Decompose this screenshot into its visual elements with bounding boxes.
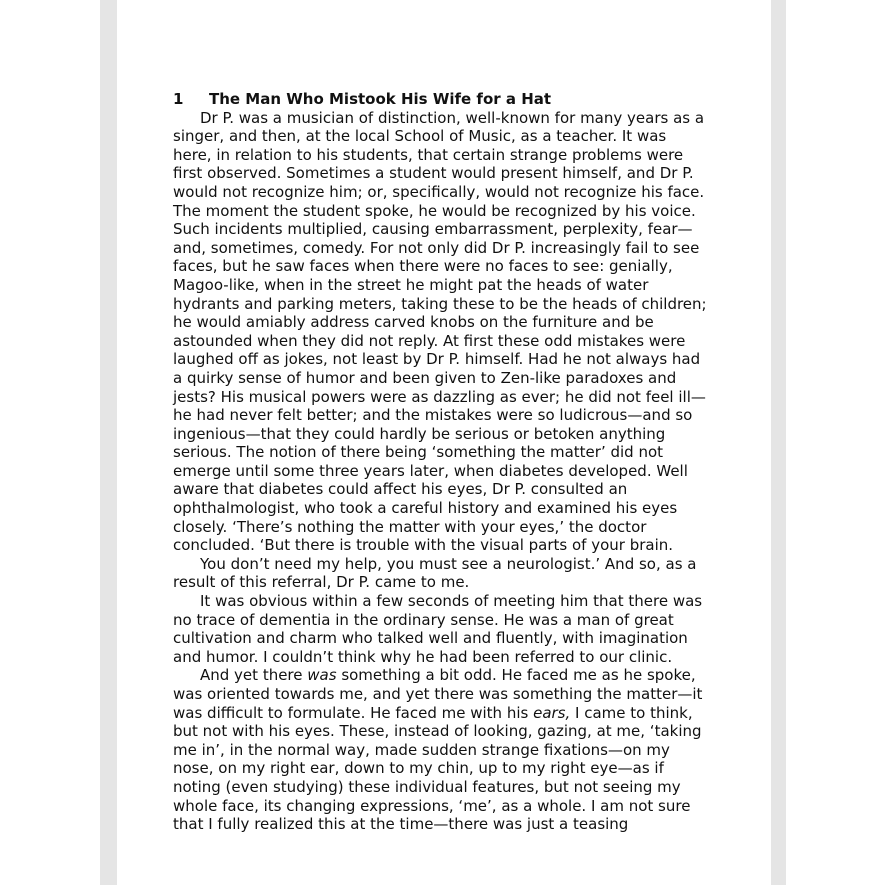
text-line: but not with his eyes. These, instead of looking, gazing, at me, ‘taking bbox=[173, 722, 702, 741]
text-line: hydrants and parking meters, taking these to be the heads of children; bbox=[173, 294, 707, 313]
text-line: concluded. ‘But there is trouble with the visual parts of your brain. bbox=[173, 536, 674, 555]
chapter-heading bbox=[173, 90, 733, 109]
text-line: would not recognize him; or, specifically, would not recognize his face. bbox=[173, 182, 705, 201]
text-line: noting (even studying) these individual features, but not seeing my bbox=[173, 777, 681, 796]
emphasis-text: ears, bbox=[533, 703, 571, 722]
text-line: aware that diabetes could affect his eyes, Dr P. consulted an bbox=[173, 480, 628, 499]
text-line: emerge until some three years later, when diabetes developed. Well bbox=[173, 461, 688, 480]
text-line: that I fully realized this at the time—there was just a teasing bbox=[173, 815, 629, 834]
chapter-number: 1 bbox=[173, 90, 184, 108]
emphasis-text: was bbox=[307, 666, 337, 685]
text-run: something a bit odd. He faced me as he spoke, bbox=[336, 666, 696, 685]
text-line: no trace of dementia in the ordinary sense. He was a man of great bbox=[173, 610, 674, 629]
text-line: serious. The notion of there being ‘something the matter’ did not bbox=[173, 443, 664, 462]
text-line: nose, on my right ear, down to my chin, up to my right eye—as if bbox=[173, 759, 664, 778]
text-line: and, sometimes, comedy. For not only did Dr P. increasingly fail to see bbox=[173, 238, 700, 257]
text-run: I came to think, bbox=[570, 703, 693, 722]
text-line: he would amiably address carved knobs on the furniture and be bbox=[173, 313, 654, 332]
text-line: he had never felt better; and the mistakes were so ludicrous—and so bbox=[173, 406, 693, 425]
chapter-title: The Man Who Mistook His Wife for a Hat bbox=[209, 90, 552, 108]
text-line: closely. ‘There’s nothing the matter with your eyes,’ the doctor bbox=[173, 517, 647, 536]
text-line: ophthalmologist, who took a careful history and examined his eyes bbox=[173, 499, 678, 518]
viewer-gutter-right bbox=[771, 0, 786, 885]
text-line: a quirky sense of humor and been given to Zen-like paradoxes and bbox=[173, 368, 677, 387]
text-run: And yet there bbox=[200, 666, 308, 685]
document-page bbox=[117, 0, 771, 885]
text-line: me in’, in the normal way, made sudden strange fixations—on my bbox=[173, 740, 670, 759]
text-line: singer, and then, at the local School of Music, as a teacher. It was bbox=[173, 127, 667, 146]
text-line: jests? His musical powers were as dazzling as ever; he did not feel ill— bbox=[173, 387, 706, 406]
page-text bbox=[173, 90, 733, 834]
text-line: Such incidents multiplied, causing embarrassment, perplexity, fear— bbox=[173, 220, 693, 239]
text-line bbox=[173, 704, 733, 723]
text-line: ingenious—that they could hardly be serious or betoken anything bbox=[173, 424, 666, 443]
paragraph bbox=[173, 592, 733, 666]
paragraph bbox=[173, 666, 733, 833]
text-line: was oriented towards me, and yet there was something the matter—it bbox=[173, 685, 703, 703]
text-line: result of this referral, Dr P. came to me. bbox=[173, 573, 470, 592]
paragraph bbox=[173, 555, 733, 592]
text-line: first observed. Sometimes a student would present himself, and Dr P. bbox=[173, 164, 694, 183]
text-line: You don’t need my help, you must see a neurologist.’ And so, as a bbox=[200, 554, 697, 573]
text-line: It was obvious within a few seconds of meeting him that there was bbox=[200, 592, 703, 611]
viewer-gutter-left bbox=[100, 0, 117, 885]
text-line: whole face, its changing expressions, ‘me’, as a whole. I am not sure bbox=[173, 796, 691, 815]
text-line: here, in relation to his students, that certain strange problems were bbox=[173, 145, 684, 164]
text-line: laughed off as jokes, not least by Dr P. himself. Had he not always had bbox=[173, 350, 701, 369]
text-line: cultivation and charm who talked well and fluently, with imagination bbox=[173, 629, 688, 648]
text-line: and humor. I couldn’t think why he had been referred to our clinic. bbox=[173, 647, 673, 666]
paragraph bbox=[173, 109, 733, 555]
text-line: Dr P. was a musician of distinction, well-known for many years as a bbox=[200, 108, 705, 127]
text-line: Magoo-like, when in the street he might pat the heads of water bbox=[173, 275, 649, 294]
text-line: The moment the student spoke, he would be recognized by his voice. bbox=[173, 201, 696, 220]
text-line: astounded when they did not reply. At first these odd mistakes were bbox=[173, 331, 686, 350]
text-run: was difficult to formulate. He faced me with his bbox=[173, 703, 534, 722]
text-line bbox=[173, 666, 733, 685]
text-line: faces, but he saw faces when there were no faces to see: genially, bbox=[173, 257, 673, 276]
